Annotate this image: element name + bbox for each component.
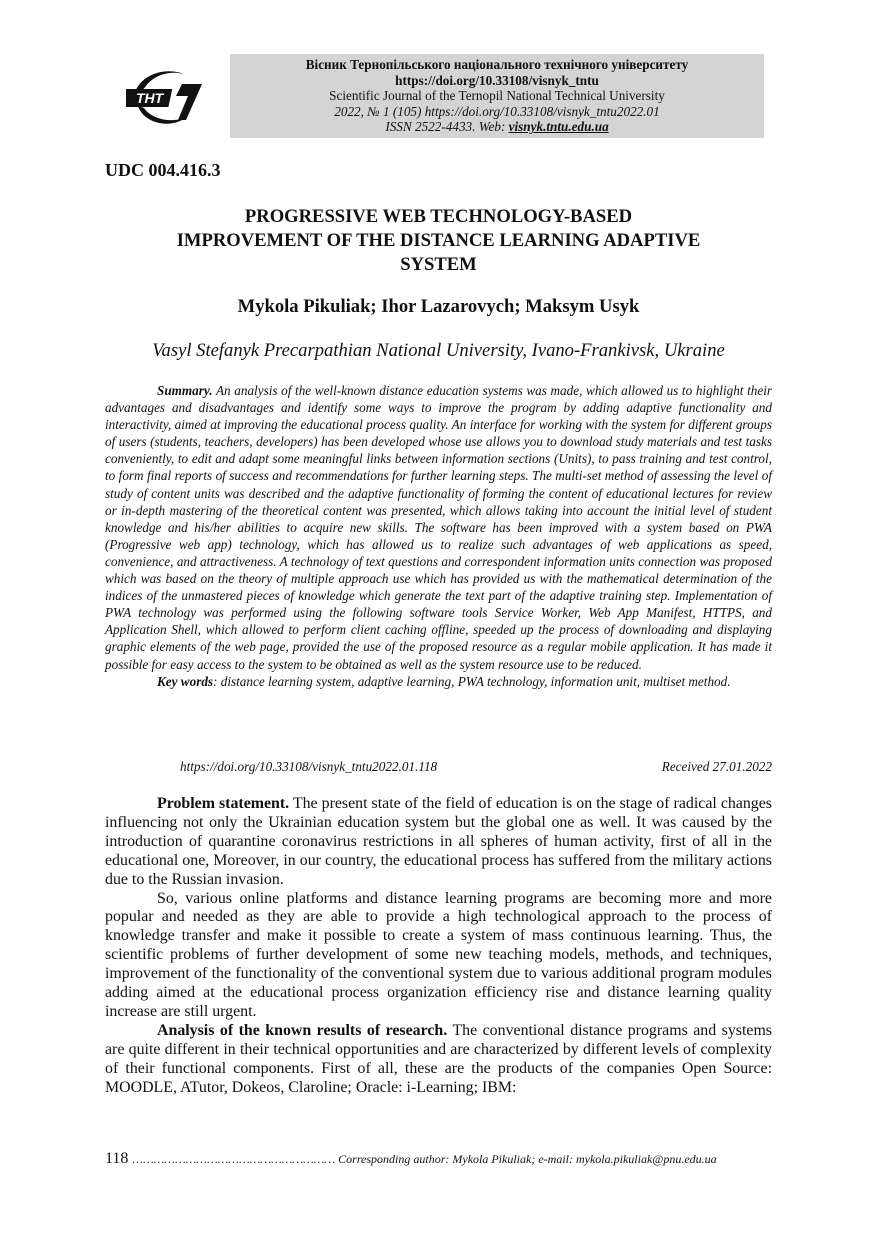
issue-info: 2022, № 1 (105) https://doi.org/10.33108/visnyk_tntu2022.01 bbox=[334, 103, 660, 119]
paper-title bbox=[105, 205, 772, 277]
footer-dots: ………………………………………………… bbox=[132, 1152, 336, 1166]
logo-lettering: ТНТ bbox=[136, 90, 164, 106]
section-lead: Problem statement. bbox=[157, 795, 290, 812]
journal-doi[interactable]: https://doi.org/10.33108/visnyk_tntu bbox=[395, 72, 599, 88]
paragraph-problem-statement bbox=[105, 795, 772, 890]
corresponding-author: Corresponding author: Mykola Pikuliak; e-mail: mykola.pikuliak@pnu.edu.ua bbox=[335, 1152, 717, 1166]
paragraph-text: The present state of the field of education is on the stage of radical changes influencing not only the Ukrainian education system but the global one as well. It was caused by the introduction of quarantine coronavirus restrictions in all spheres of human activity, first of all in the educational one, Moreover, in our country, the educational process has suffered from the military actions due to the Russian invasion. bbox=[105, 795, 772, 888]
issn-line bbox=[230, 119, 764, 135]
page-number: 118 bbox=[105, 1150, 129, 1167]
summary-text: An analysis of the well-known distance education systems was made, which allowed us to highlight their advantages and disadvantages and identify some ways to improve the program by adding adaptive functionality and interactivity, aimed at improving the educational process quality. An interface for working with the system for different groups of users (students, teachers, developers) has been developed whose use allows you to download study materials and test tasks conveniently, to edit and adapt some meaningful links between information sections (Units), to pass training and test control, to form final reports of success and recommendations for further learning steps. The multi-set method of assessing the level of study of content units was described and the adaptive functionality of forming the content of educational lectures for review or in-depth mastering of the theoretical content was presented, which allows taking into account the initial level of student knowledge and his/her abilities to acquire new skills. The software has been improved with a system based on PWA (Progressive web app) technology, which has allowed us to realize such advantages of web applications as speed, convenience, and attractiveness. A technology of text questions and correspondent information units connection was proposed which was based on the theory of multiple approach use which has provided us with the mathematical determination of the indices of the unmastered pieces of knowledge which generate the text part of the adaptive training step. Implementation of PWA technology was performed using the following software tools Service Worker, Web App Manifest, HTTPS, and Application Shell, which allowed to perform client caching offline, speeded up the process of downloading and displaying graphic elements of the web page, provided the use of the proposed resource as a regular mobile application. It has made it possible for easy access to the system to be obtained as well as the system resource use to be reduced. bbox=[105, 383, 772, 672]
affiliation: Vasyl Stefanyk Precarpathian National University, Ivano-Frankivsk, Ukraine bbox=[152, 340, 725, 361]
paragraph-text: The conventional distance programs and systems are quite different in their technical opportunities and are characterized by different levels of complexity of their functional components. First of all, these are the products of the companies Open Source: MOODLE, ATutor, Dokeos, Claroline; Oracle: i-Learning; IBM: bbox=[105, 1021, 772, 1096]
journal-name-ukr: Вісник Тернопільського національного технічного університету bbox=[305, 57, 689, 72]
page-footer bbox=[105, 1150, 772, 1168]
article-doi-link[interactable]: https://doi.org/10.33108/visnyk_tntu2022.01.118 bbox=[180, 759, 438, 774]
journal-name-eng: Scientific Journal of the Ternopil National Technical University bbox=[329, 88, 665, 104]
title-line: SYSTEM bbox=[400, 254, 477, 275]
paragraph-known-results bbox=[105, 1022, 772, 1098]
abstract bbox=[105, 382, 772, 690]
section-lead: Analysis of the known results of research. bbox=[157, 1021, 448, 1039]
keywords-paragraph bbox=[105, 673, 772, 690]
keywords-text: : distance learning system, adaptive learning, PWA technology, information unit, multiset method. bbox=[213, 673, 731, 689]
summary-paragraph bbox=[105, 382, 772, 673]
summary-lead: Summary. bbox=[157, 383, 213, 398]
body-text bbox=[105, 795, 772, 1098]
issn-text: ISSN 2522-4433. Web: bbox=[385, 119, 509, 135]
received-date: Received 27.01.2022 bbox=[661, 759, 772, 774]
tntu-logo-icon bbox=[126, 62, 206, 132]
title-line: PROGRESSIVE WEB TECHNOLOGY-BASED bbox=[244, 206, 633, 227]
keywords-lead: Key words bbox=[157, 673, 214, 689]
title-line: IMPROVEMENT OF THE DISTANCE LEARNING ADAPTIVE bbox=[176, 230, 701, 251]
journal-web-link[interactable]: visnyk.tntu.edu.ua bbox=[508, 119, 609, 135]
udc-code: UDC 004.416.3 bbox=[105, 160, 221, 180]
paragraph-online-platforms: So, various online platforms and distance learning programs are becoming more and more popular and needed as they are able to provide a high technological approach to the process of knowledge transfer and make it possible to create a system of mass continuous learning. Thus, the scientific problems of further development of some new teaching models, methods, and techniques, improvement of the functionality of the conventional system due to various additional program modules adding aimed at the educational process organization efficiency rise and distance learning quality increase are still urgent. bbox=[105, 889, 772, 1020]
doi-row bbox=[180, 759, 772, 775]
authors: Mykola Pikuliak; Ihor Lazarovych; Maksym Usyk bbox=[237, 296, 640, 317]
journal-header bbox=[230, 54, 764, 138]
